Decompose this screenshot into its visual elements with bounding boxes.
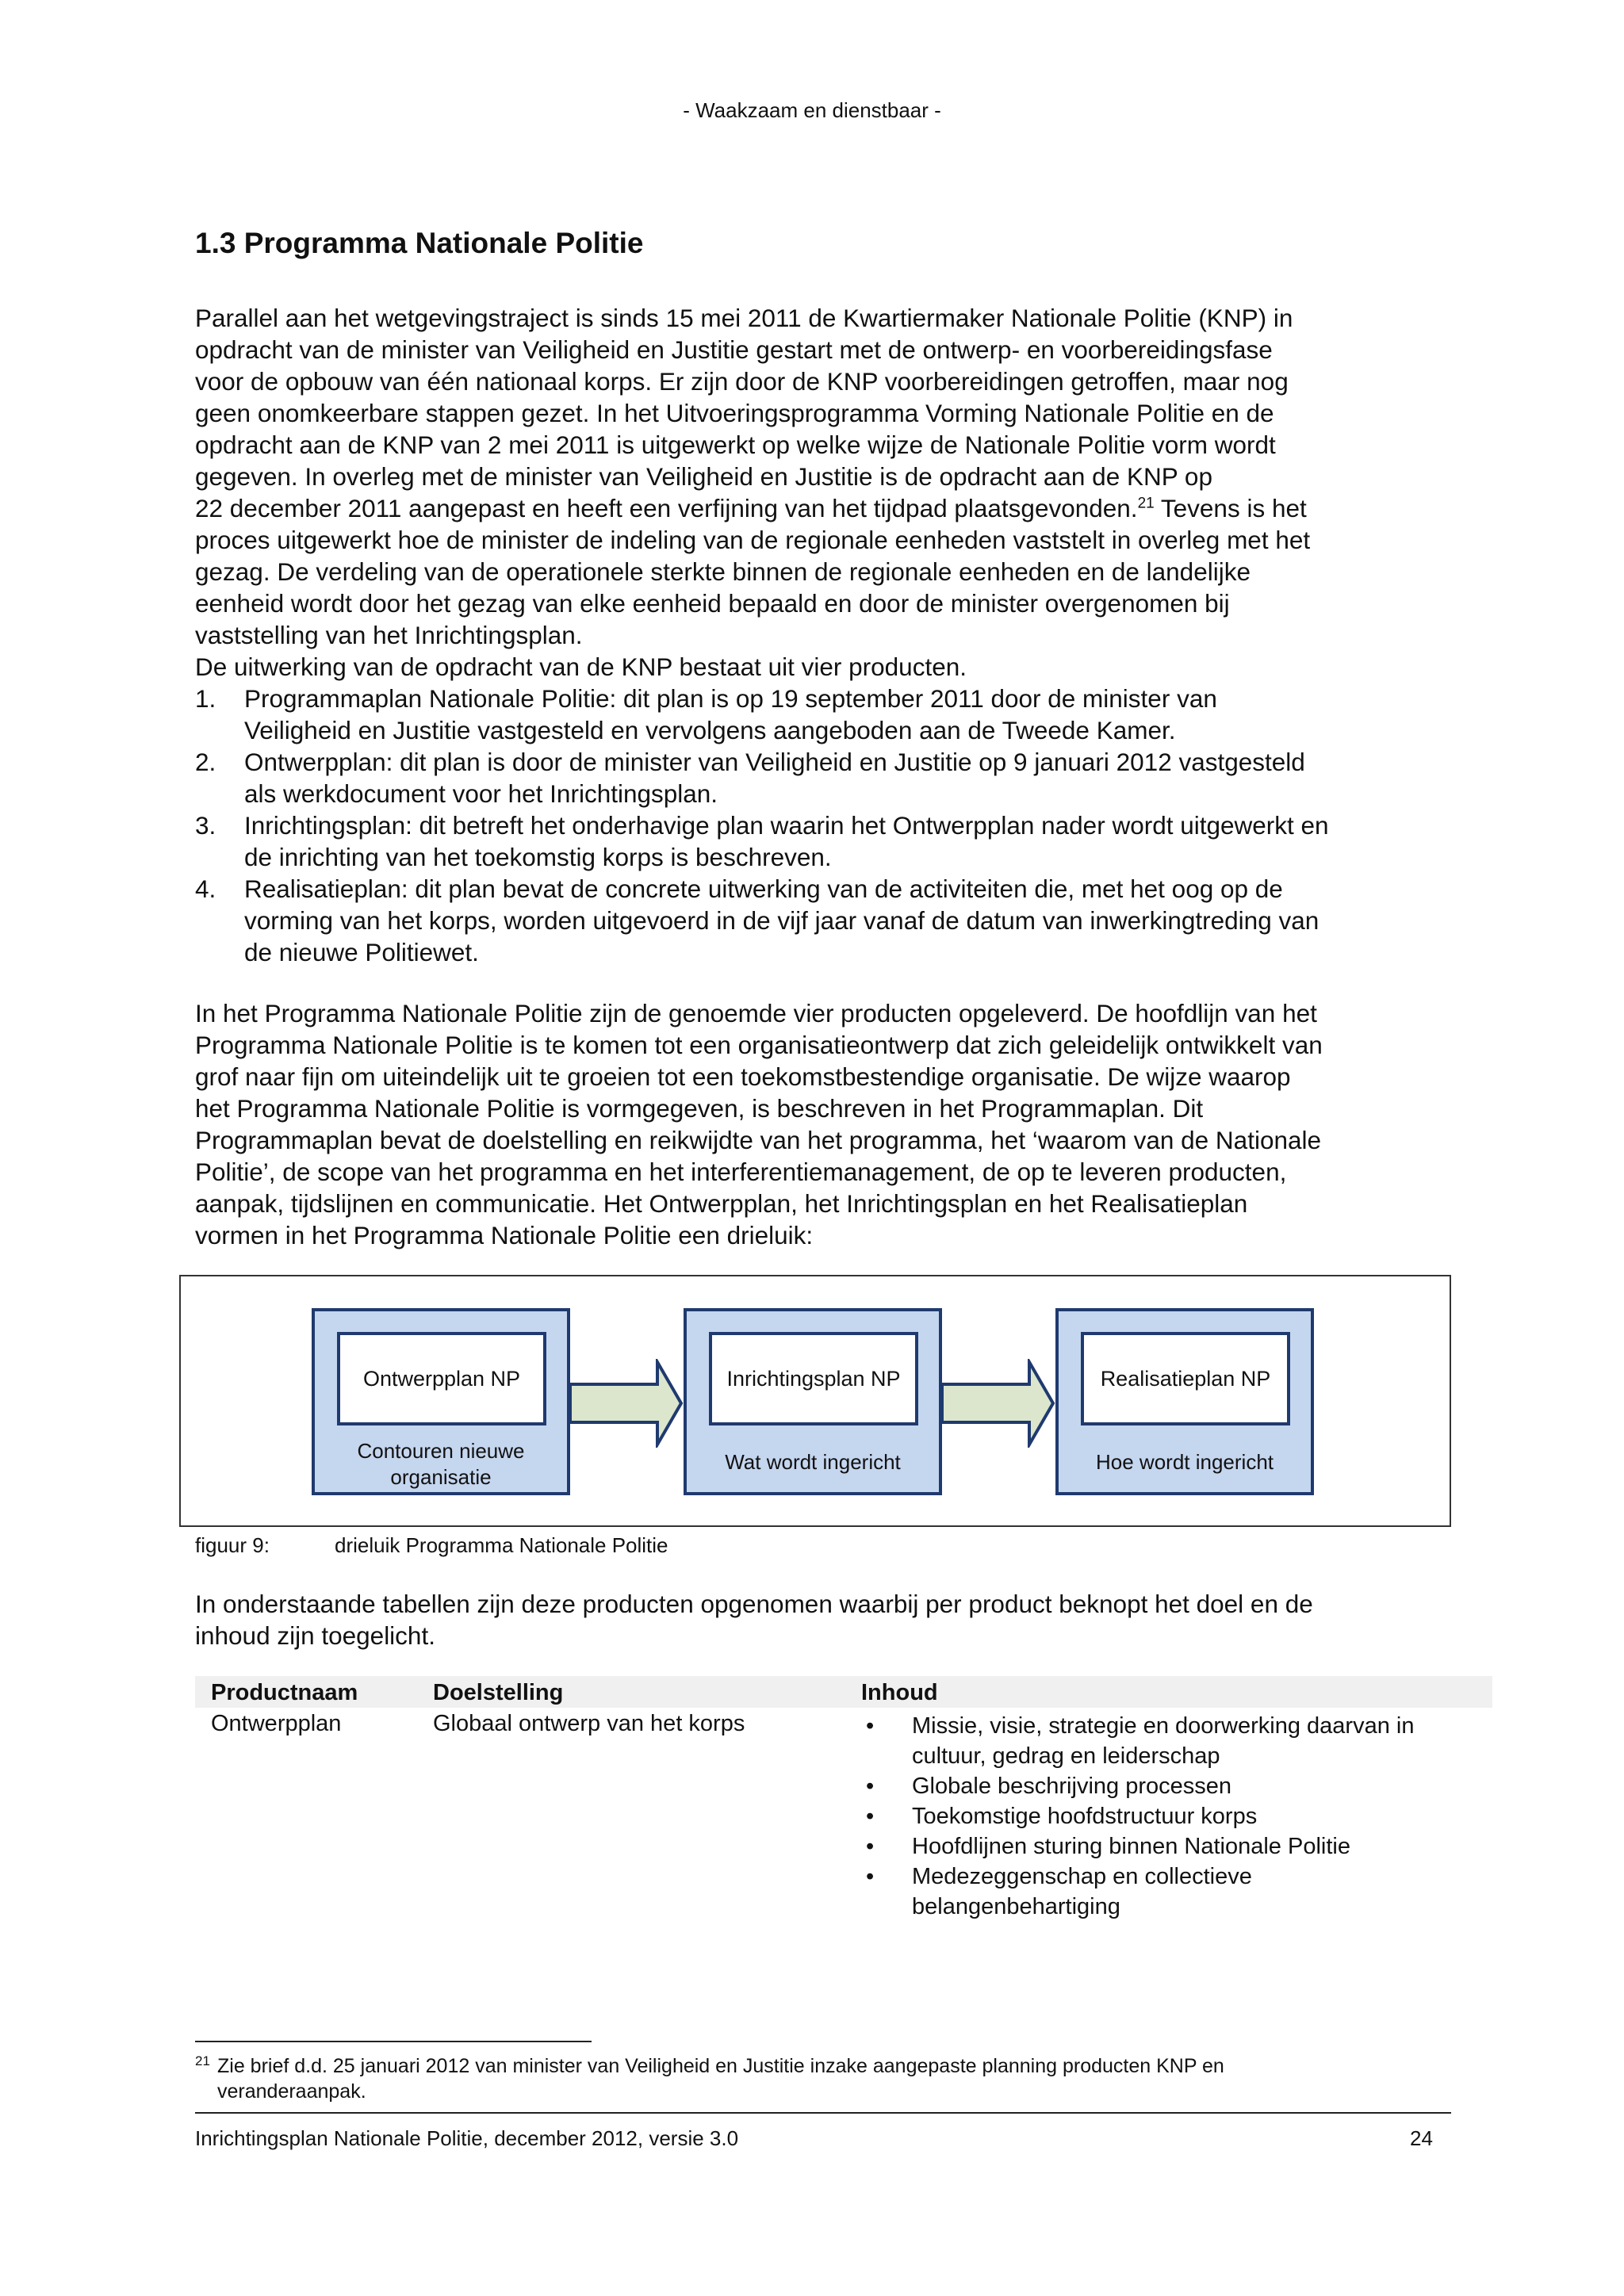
text-line: Programma Nationale Politie is te komen tot een organisatieontwerp dat zich geleidelijk ontwikkelt van <box>195 1031 1323 1059</box>
text-line: belangenbehartiging <box>912 1894 1120 1919</box>
text-line: de nieuwe Politiewet. <box>244 938 479 966</box>
drieluik-figure <box>179 1275 1451 1527</box>
product-table <box>195 1676 1492 1922</box>
program-paragraph <box>195 997 1456 1251</box>
ontwerpplan-title-box <box>337 1332 546 1425</box>
column-header-doelstelling: Doelstelling <box>417 1676 845 1708</box>
text-line: Programmaplan Nationale Politie: dit plan is op 19 september 2011 door de minister van <box>244 684 1217 713</box>
footer-divider <box>195 2112 1451 2114</box>
footer-document-title: Inrichtingsplan Nationale Politie, december 2012, versie 3.0 <box>195 2126 739 2150</box>
footnote <box>195 2053 1432 2104</box>
footnote-reference[interactable]: 21 <box>1137 495 1155 512</box>
text-line: Veiligheid en Justitie vastgesteld en vervolgens aangeboden aan de Tweede Kamer. <box>244 716 1176 744</box>
bullet-item <box>861 1771 1492 1801</box>
text-line: het Programma Nationale Politie is vormgegeven, is beschreven in het Programmaplan. Dit <box>195 1094 1204 1123</box>
product-name-cell: Ontwerpplan <box>211 1711 342 1736</box>
caption-line: organisatie <box>390 1465 492 1489</box>
text-line: eenheid wordt door het gezag van elke eenheid bepaald en door de minister overgenomen bij <box>195 589 1230 618</box>
bullet-item <box>861 1801 1492 1831</box>
ontwerpplan-title: Ontwerpplan NP <box>362 1366 521 1391</box>
figure-label: figuur 9: <box>195 1533 270 1557</box>
text-line <box>195 492 1456 524</box>
list-number: 3. <box>195 811 216 840</box>
bullet-item <box>861 1831 1492 1862</box>
text-line: gezag. De verdeling van de operationele sterkte binnen de regionale eenheden en de landelijke <box>195 557 1251 586</box>
figure-caption <box>195 1533 668 1558</box>
page-number: 24 <box>1410 2126 1433 2150</box>
inrichtingsplan-block <box>684 1308 942 1495</box>
text-line: gegeven. In overleg met de minister van Veiligheid en Justitie is de opdracht aan de KNP op <box>195 462 1212 491</box>
ontwerpplan-block <box>312 1308 570 1495</box>
footnote-number: 21 <box>195 2053 210 2068</box>
bullet-item <box>861 1711 1492 1771</box>
text-line: Parallel aan het wetgevingstraject is sinds 15 mei 2011 de Kwartiermaker Nationale Politie (KNP) in <box>195 304 1293 332</box>
text-line: Programmaplan bevat de doelstelling en reikwijdte van het programma, het ‘waarom van de Nationale <box>195 1126 1322 1154</box>
caption-line: Hoe wordt ingericht <box>1096 1450 1274 1474</box>
text-line: In onderstaande tabellen zijn deze producten opgenomen waarbij per product beknopt het doel en de <box>195 1590 1313 1618</box>
text-line: Realisatieplan: dit plan bevat de concrete uitwerking van de activiteiten die, met het oog op de <box>244 874 1283 903</box>
text-line: proces uitgewerkt hoe de minister de indeling van de regionale eenheden vaststelt in overleg met het <box>195 526 1311 554</box>
list-number: 1. <box>195 684 216 713</box>
section-heading: 1.3 Programma Nationale Politie <box>195 227 644 259</box>
text-line: cultuur, gedrag en leiderschap <box>912 1743 1220 1769</box>
inrichtingsplan-title-box <box>709 1332 918 1425</box>
arrow-right-icon <box>569 1359 684 1448</box>
realisatieplan-caption <box>1059 1449 1311 1475</box>
bullet-item <box>861 1862 1492 1922</box>
text-line: als werkdocument voor het Inrichtingsplan. <box>244 779 718 808</box>
text-line: • Hoofdlijnen sturing binnen Nationale Politie <box>912 1834 1350 1859</box>
ontwerpplan-caption <box>315 1438 567 1490</box>
text-line: opdracht aan de KNP van 2 mei 2011 is uitgewerkt op welke wijze de Nationale Politie vorm wordt <box>195 430 1276 459</box>
text-line: De uitwerking van de opdracht van de KNP bestaat uit vier producten. <box>195 652 967 681</box>
text-line: In het Programma Nationale Politie zijn de genoemde vier producten opgeleverd. De hoofdlijn van het <box>195 999 1317 1027</box>
realisatieplan-block <box>1055 1308 1314 1495</box>
text-line: aanpak, tijdslijnen en communicatie. Het Ontwerpplan, het Inrichtingsplan en het Realisatieplan <box>195 1189 1248 1218</box>
product-content-cell <box>845 1708 1492 1922</box>
arrow-right-icon <box>940 1359 1056 1448</box>
text-line: opdracht van de minister van Veiligheid en Justitie gestart met de ontwerp- en voorbereidingsfase <box>195 335 1273 364</box>
footnote-divider <box>195 2041 592 2042</box>
footnote-line: Zie brief d.d. 25 januari 2012 van minister van Veiligheid en Justitie inzake aangepaste planning producten KNP en <box>217 2055 1224 2077</box>
text-line: grof naar fijn om uiteindelijk uit te groeien tot een toekomstbestendige organisatie. De wijze waarop <box>195 1062 1291 1091</box>
list-item <box>195 809 1456 873</box>
text-line: de inrichting van het toekomstig korps is beschreven. <box>244 843 832 871</box>
footnote-line: veranderaanpak. <box>217 2080 366 2103</box>
list-number: 4. <box>195 874 216 903</box>
realisatieplan-title-box <box>1081 1332 1290 1425</box>
text-line: Ontwerpplan: dit plan is door de minister van Veiligheid en Justitie op 9 januari 2012 vastgesteld <box>244 748 1305 776</box>
text-line: inhoud zijn toegelicht. <box>195 1621 435 1650</box>
running-header: - Waakzaam en dienstbaar - <box>683 98 941 122</box>
text-line: vorming van het korps, worden uitgevoerd in de vijf jaar vanaf de datum van inwerkingtreding van <box>244 906 1320 935</box>
table-row <box>195 1708 1492 1922</box>
text-fragment: Tevens is het <box>1154 494 1307 522</box>
column-header-productnaam: Productnaam <box>195 1676 417 1708</box>
text-line: voor de opbouw van één nationaal korps. Er zijn door de KNP voorbereidingen getroffen, maar nog <box>195 367 1289 396</box>
content-bullet-list <box>861 1711 1492 1922</box>
products-list <box>195 683 1456 968</box>
inrichtingsplan-title: Inrichtingsplan NP <box>726 1366 901 1391</box>
list-item <box>195 746 1456 809</box>
text-line: geen onomkeerbare stappen gezet. In het Uitvoeringsprogramma Vorming Nationale Politie en de <box>195 399 1274 427</box>
text-line: • Toekomstige hoofdstructuur korps <box>912 1804 1258 1829</box>
table-header-row <box>195 1676 1492 1708</box>
text-line: • Globale beschrijving processen <box>912 1774 1231 1799</box>
caption-line: Contouren nieuwe <box>357 1439 525 1463</box>
caption-line: Wat wordt ingericht <box>725 1450 901 1474</box>
text-fragment: 22 december 2011 aangepast en heeft een verfijning van het tijdpad plaatsgevonden. <box>195 494 1138 522</box>
list-number: 2. <box>195 748 216 776</box>
list-item <box>195 683 1456 746</box>
text-line: vormen in het Programma Nationale Politie een drieluik: <box>195 1221 814 1249</box>
realisatieplan-title: Realisatieplan NP <box>1100 1366 1271 1391</box>
list-item <box>195 873 1456 968</box>
text-line: vaststelling van het Inrichtingsplan. <box>195 621 583 649</box>
column-header-inhoud: Inhoud <box>845 1676 1492 1708</box>
figure-caption-text: drieluik Programma Nationale Politie <box>335 1533 668 1557</box>
text-line: Politie’, de scope van het programma en het interferentiemanagement, de op te leveren producten, <box>195 1158 1287 1186</box>
table-intro-paragraph <box>195 1588 1456 1651</box>
text-line: • Missie, visie, strategie en doorwerking daarvan in <box>912 1713 1415 1739</box>
text-line: Inrichtingsplan: dit betreft het onderhavige plan waarin het Ontwerpplan nader wordt uitgewerkt en <box>244 811 1329 840</box>
intro-paragraph <box>195 302 1456 968</box>
text-line: • Medezeggenschap en collectieve <box>912 1864 1252 1889</box>
inrichtingsplan-caption <box>687 1449 939 1475</box>
product-goal-cell: Globaal ontwerp van het korps <box>433 1711 745 1736</box>
